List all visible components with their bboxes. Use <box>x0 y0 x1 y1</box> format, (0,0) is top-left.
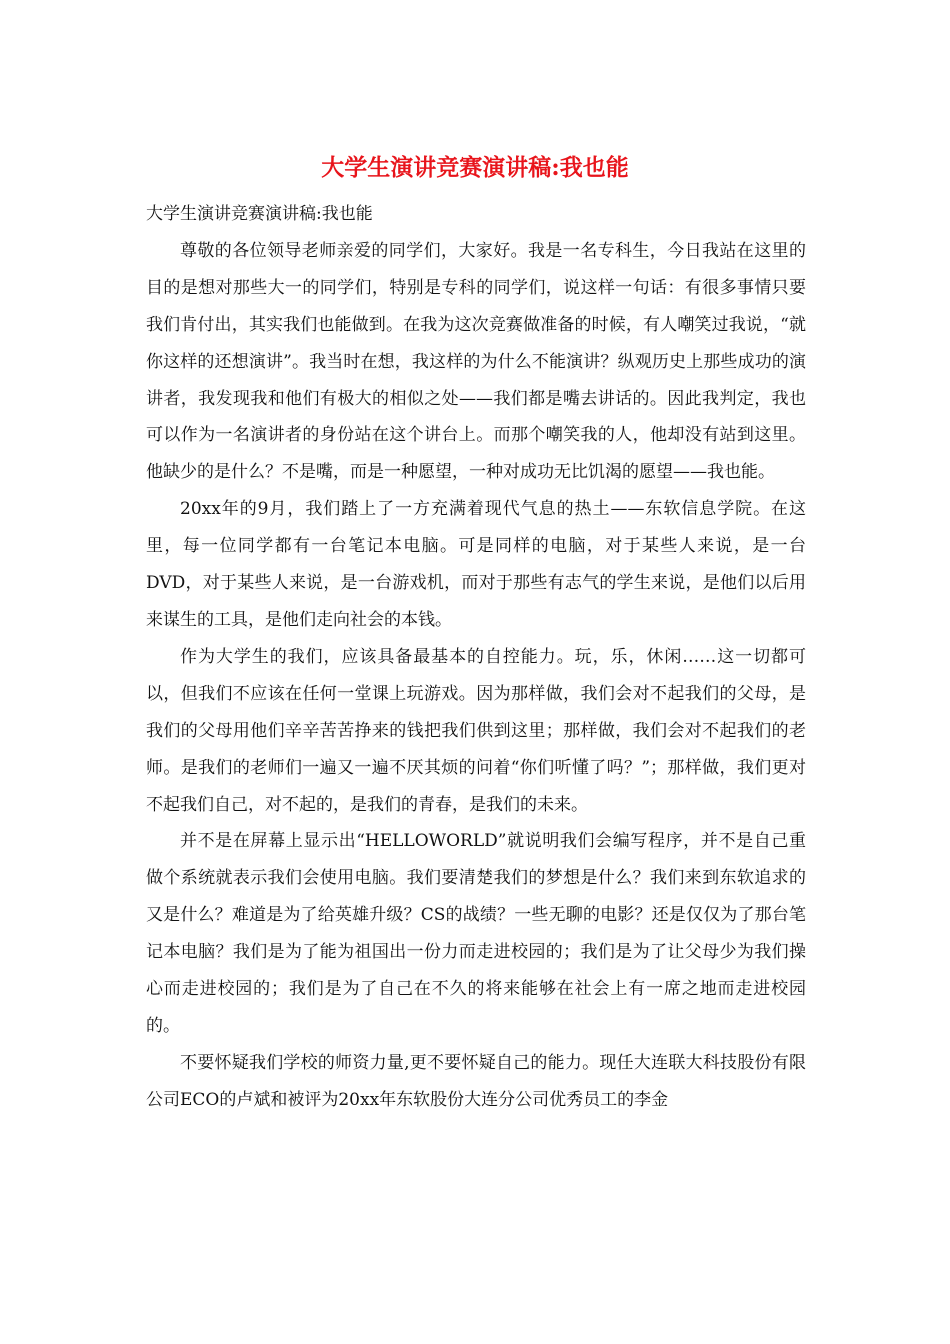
paragraph-2: 20xx年的9月，我们踏上了一方充满着现代气息的热土——东软信息学院。在这里，每一位同学都有一台笔记本电脑。可是同样的电脑，对于某些人来说，是一台DVD，对于某些人来说，是一台游戏机，而对于那些有志气的学生来说，是他们以后用来谋生的工具，是他们走向社会的本钱。 <box>146 499 806 630</box>
paragraph-4: 并不是在屏幕上显示出“HELLOWORLD”就说明我们会编写程序，并不是自己重做个系统就表示我们会使用电脑。我们要清楚我们的梦想是什么？我们来到东软追求的又是什么？难道是为了给英雄升级？CS的战绩？一些无聊的电影？还是仅仅为了那台笔记本电脑？我们是为了能为祖国出一份力而走进校园的；我们是为了让父母少为我们操心而走进校园的；我们是为了自己在不久的将来能够在社会上有一席之地而走进校园的。 <box>146 831 806 1036</box>
document-subtitle: 大学生演讲竞赛演讲稿:我也能 <box>146 204 373 224</box>
paragraph-5: 不要怀疑我们学校的师资力量,更不要怀疑自己的能力。现任大连联大科技股份有限公司ECO的卢斌和被评为20xx年东软股份大连分公司优秀员工的李金 <box>146 1052 806 1110</box>
paragraph-3: 作为大学生的我们，应该具备最基本的自控能力。玩，乐，休闲……这一切都可以，但我们不应该在任何一堂课上玩游戏。因为那样做，我们会对不起我们的父母，是我们的父母用他们辛辛苦苦挣来的钱把我们供到这里；那样做，我们会对不起我们的老师。是我们的老师们一遍又一遍不厌其烦的问着“你们听懂了吗？”；那样做，我们更对不起我们自己，对不起的，是我们的青春，是我们的未来。 <box>146 646 806 815</box>
document-body <box>146 196 806 1119</box>
paragraph-1: 尊敬的各位领导老师亲爱的同学们，大家好。我是一名专科生，今日我站在这里的目的是想对那些大一的同学们，特别是专科的同学们，说这样一句话：有很多事情只要我们肯付出，其实我们也能做到。在我为这次竞赛做准备的时候，有人嘲笑过我说，“就你这样的还想演讲”。我当时在想，我这样的为什么不能演讲？纵观历史上那些成功的演讲者，我发现我和他们有极大的相似之处——我们都是嘴去讲话的。因此我判定，我也可以作为一名演讲者的身份站在这个讲台上。而那个嘲笑我的人，他却没有站到这里。他缺少的是什么？不是嘴，而是一种愿望，一种对成功无比饥渴的愿望——我也能。 <box>146 240 806 483</box>
document-title: 大学生演讲竞赛演讲稿:我也能 <box>321 154 629 181</box>
